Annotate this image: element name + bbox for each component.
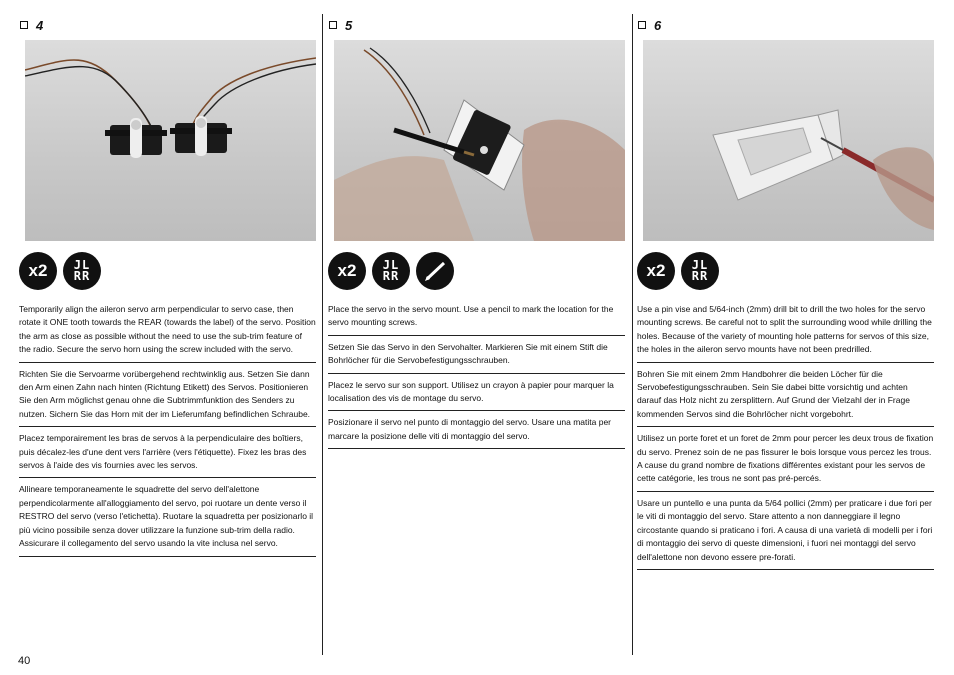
checkbox-icon[interactable] xyxy=(638,21,646,29)
pencil-icon xyxy=(416,252,454,290)
quantity-x2-icon: x2 xyxy=(328,252,366,290)
icon-row xyxy=(637,252,719,290)
checkbox-icon[interactable] xyxy=(20,21,28,29)
step-column-6 xyxy=(637,14,934,562)
paragraph-de: Setzen Sie das Servo in den Servohalter. Markieren Sie mit einem Stift die Bohrlöcher für die Servobefestigungsschrauben. xyxy=(328,341,625,374)
instructions xyxy=(19,303,316,562)
quantity-x2-icon: x2 xyxy=(19,252,57,290)
paragraph-it: Usare un puntello e una punta da 5/64 pollici (2mm) per praticare i due fori per le viti di montaggio del servo. Stare attento a non danneggiare il legno circostante quando si praticano i fori. A causa di una varietà di modelli per i fori di montaggio dei servo di queste dimensioni, i fuori nei montaggi del servo dell'alettone non devono essere pre-forati. xyxy=(637,497,934,570)
step-photo-servos xyxy=(25,40,316,241)
paragraph-fr: Placez le servo sur son support. Utilisez un crayon à papier pour marquer la localisation des vis de montage du servo. xyxy=(328,379,625,412)
step-number: 5 xyxy=(345,17,353,33)
left-right-servo-icon xyxy=(372,252,410,290)
left-right-icon-bottom: RR xyxy=(73,269,91,283)
left-right-icon-bottom: RR xyxy=(691,269,709,283)
left-right-servo-icon xyxy=(63,252,101,290)
quantity-x2-icon: x2 xyxy=(637,252,675,290)
paragraph-de: Richten Sie die Servoarme vorübergehend rechtwinklig aus. Setzen Sie dann den Arm einen Zahn nach hinten (Richtung Etikett) des Servos. Positionieren Sie den Arm möglichst genau ohne die Subtrimmfunktion des Senders zu nutzen. Sichern Sie das Horn mit der im Lieferumfang befindlichen Schraube. xyxy=(19,368,316,428)
paragraph-en: Place the servo in the servo mount. Use a pencil to mark the location for the servo mounting screws. xyxy=(328,303,625,336)
step-header xyxy=(328,14,625,36)
left-right-icon-top: JL xyxy=(382,258,400,272)
step-number: 4 xyxy=(36,17,44,33)
left-right-icon-bottom: RR xyxy=(382,269,400,283)
step-photo-drilling xyxy=(643,40,934,241)
instructions xyxy=(637,303,934,575)
step-column-5 xyxy=(328,14,625,441)
column-divider-1 xyxy=(322,14,323,655)
paragraph-fr: Utilisez un porte foret et un foret de 2mm pour percer les deux trous de fixation du servo. Prenez soin de ne pas fissurer le bois lorsque vous percez les trous. A cause du grand nombre de fixations différentes existant pour les servos de cette catégorie, les trous ne sont pas pré-percés. xyxy=(637,432,934,492)
column-divider-2 xyxy=(632,14,633,655)
step-photo-pencil-mark xyxy=(334,40,625,241)
step-column-4 xyxy=(19,14,316,549)
paragraph-fr: Placez temporairement les bras de servos à la perpendiculaire des boîtiers, puis décalez-les d'une dent vers l'arrière (vers l'étiquette). Fixez les bras des servos à l'aide des vis fournies avec les servos. xyxy=(19,432,316,478)
left-right-icon-top: JL xyxy=(73,258,91,272)
icon-row xyxy=(19,252,101,290)
instructions xyxy=(328,303,625,454)
paragraph-it: Allineare temporaneamente le squadrette del servo dell'alettone perpendicolarmente all'alloggiamento del servo, poi ruotare un dente verso il RESTRO del servo (verso l'etichetta). Ruotare la squadretta per posizionarlo il più vicino possibile senza dover utilizzare la funzione sub-trim della radio. Assicurare il collegamento del servo usando la vite inclusa nel servo. xyxy=(19,483,316,556)
left-right-icon-top: JL xyxy=(691,258,709,272)
step-header xyxy=(637,14,934,36)
paragraph-en: Temporarily align the aileron servo arm perpendicular to servo case, then rotate it ONE tooth towards the REAR (towards the label) of the servo. Position the arm as close as possible without the need to use the sub-trim feature of the radio. Secure the servo horn using the screw included with the servo. xyxy=(19,303,316,363)
paragraph-it: Posizionare il servo nel punto di montaggio del servo. Usare una matita per marcare la posizione delle viti di montaggio del servo. xyxy=(328,416,625,449)
paragraph-en: Use a pin vise and 5/64-inch (2mm) drill bit to drill the two holes for the servo mounting screws. Be careful not to split the surrounding wood while drilling the holes. Because of the variety of mounting hole patterns for servos of this size, the holes in the aileron servo mounts have not been predrilled. xyxy=(637,303,934,363)
step-header xyxy=(19,14,316,36)
icon-row xyxy=(328,252,454,290)
left-right-servo-icon xyxy=(681,252,719,290)
page-number: 40 xyxy=(18,655,31,667)
step-number: 6 xyxy=(654,17,662,33)
checkbox-icon[interactable] xyxy=(329,21,337,29)
paragraph-de: Bohren Sie mit einem 2mm Handbohrer die beiden Löcher für die Servobefestigungsschrauben. Sein Sie dabei bitte vorsichtig und achten darauf das Holz nicht zu zersplittern. Auf Grund der Vielzahl der in Frage kommenden Servos sind die Bohrlöcher nicht vorgebohrt. xyxy=(637,368,934,428)
